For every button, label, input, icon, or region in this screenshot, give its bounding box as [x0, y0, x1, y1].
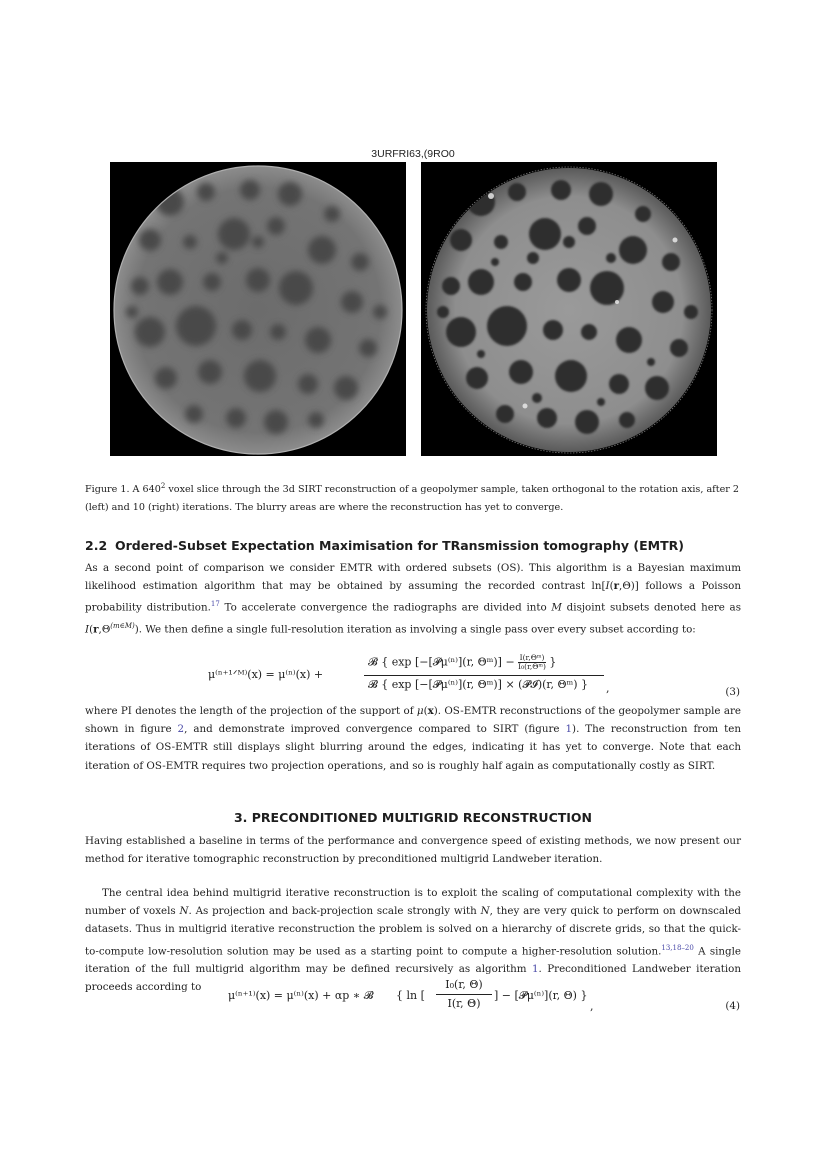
equation-4: μ⁽ⁿ⁺¹⁾(x) = μ⁽ⁿ⁾(x) + αp ∗ 𝓑 { ln [ I₀(r, Θ) I(r, Θ) ] − [𝓟μ⁽ⁿ⁾](r, Θ) } , — [228, 978, 594, 1013]
section-3-heading: 3. PRECONDITIONED MULTIGRID RECONSTRUCTION — [233, 810, 593, 825]
figure1-left-reconstruction — [110, 162, 406, 456]
paragraph-emtr-results: where PI denotes the length of the projection of the support of μ(x). OS-EMTR reconstructions of the geopolymer sample are shown in figure 2, and demonstrate improved convergence compared to SIRT (figure 1). The reconstruction from ten iterations of OS-EMTR still displays slight blurring around the edges, indicating it has yet to converge. Note that each iteration of OS-EMTR requires two projection operations, and so is roughly half again as computationally costly as SIRT. — [85, 705, 742, 772]
figure-1-link[interactable]: 1 — [565, 723, 573, 736]
equation-4-number: (4) — [725, 1000, 740, 1012]
paragraph-multigrid-idea: The central idea behind multigrid iterative reconstruction is to exploit the scaling of computational complexity with the number of voxels N. As projection and back-projection scale strongly with N, they are very quick to perform on downscaled datasets. Thus in multigrid iterative reconstruction the problem is solved on a hierarchy of discrete grids, so that the quick-to-compute low-resolution solution may be used as a starting point to compute a higher-resolution solution.$^{13,18-20}$ A single iteration of the full multigrid algorithm may be defined recursively as algorithm 1. Preconditioned Landweber iteration proceeds according to — [85, 887, 742, 994]
figure-2-link[interactable]: 2 — [177, 723, 185, 736]
equation-3-number: (3) — [725, 686, 740, 698]
citation-13-18-20[interactable]: 13,18–20 — [661, 943, 694, 952]
figure1-right-reconstruction — [421, 162, 717, 456]
equation-3: μ⁽ⁿ⁺¹ᐟᴹ⁾(x) = μ⁽ⁿ⁾(x) + 𝓑 { exp [−[𝓟μ⁽ⁿ⁾](r, Θᵐ)] − $\frac{\text{I(r,Θᵐ)}}{\text{I₀(r,Θᵐ)}}$ } 𝓑 { exp [−[𝓟μ⁽ⁿ⁾](r, Θᵐ)] × (𝓟𝓘)(r, Θᵐ) } , — [208, 653, 610, 695]
figure1-caption: Figure 1. A $640^2$ voxel slice through the 3d SIRT reconstruction of a geopolymer sample, taken orthogonal to the rotation axis, after 2 (left) and 10 (right) iterations. The blurry areas are where the reconstruction has yet to converge. — [85, 482, 739, 513]
running-header: 3URFRI63,(9RO0 — [371, 148, 455, 160]
section-2-2-heading: 2.2 Ordered-Subset Expectation Maximisation for TRansmission tomography (EMTR) — [85, 538, 684, 553]
paragraph-multigrid-intro: Having established a baseline in terms of the performance and convergence speed of existing methods, we now present our method for iterative tomographic reconstruction by preconditioned multigrid Landweber iteration. — [85, 835, 741, 866]
paragraph-emtr-intro: As a second point of comparison we consider EMTR with ordered subsets (OS). This algorithm is a Bayesian maximum likelihood estimation algorithm that may be obtained by assuming the recorded contrast ln[I(r,Θ)] follows a Poisson probability distribution.$^{17}$ To accelerate convergence the radiographs are divided into M disjoint subsets denoted here as $I(r,\Theta^{(m\in M)})$. We then define a single full-resolution iteration as involving a single pass over every subset according to: — [85, 562, 741, 636]
algorithm-1-link[interactable]: 1 — [531, 963, 539, 976]
citation-17[interactable]: 17 — [210, 600, 220, 609]
